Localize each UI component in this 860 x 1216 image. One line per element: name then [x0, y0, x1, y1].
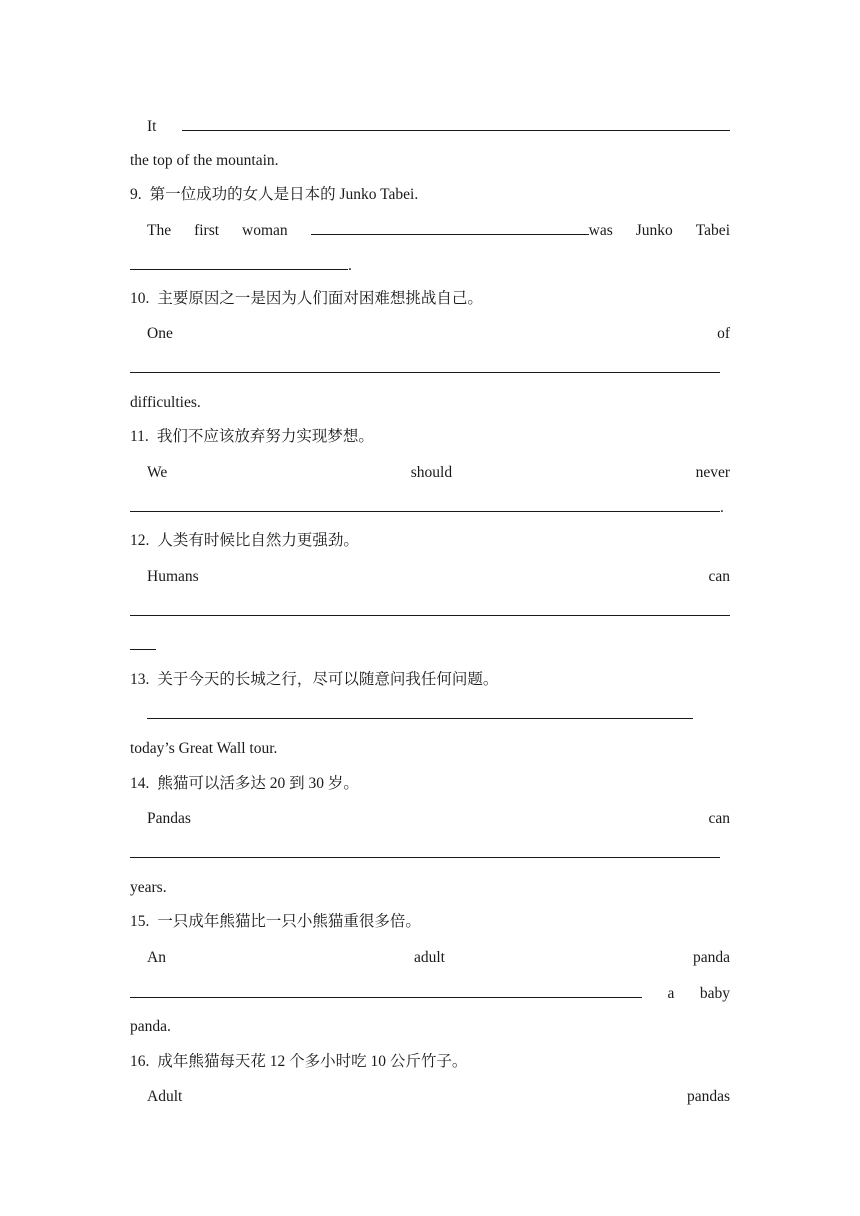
item-16-number: 16. — [130, 1053, 150, 1070]
item-12-blank-2[interactable] — [130, 634, 156, 650]
item-15-tail: panda. — [130, 1018, 171, 1035]
item-15-answer-line — [147, 947, 730, 969]
item-11-answer-line — [147, 462, 730, 484]
item-11-prompt-text: 我们不应该放弃努力实现梦想。 — [156, 428, 374, 445]
item-16-prompt-text: 成年熊猫每天花 12 个多小时吃 10 公斤竹子。 — [157, 1053, 468, 1070]
item-11-word: should — [410, 464, 453, 481]
item-16-answer-line — [147, 1086, 730, 1108]
item-13-tail: today’s Great Wall tour. — [130, 740, 278, 757]
item-10-prompt-text: 主要原因之一是因为人们面对困难想挑战自己。 — [157, 290, 483, 307]
item-12-blank-1[interactable] — [130, 600, 730, 616]
item-10-prompt — [130, 288, 730, 310]
item-11-continuation — [130, 496, 730, 518]
item-11-prompt — [130, 426, 730, 448]
item-10-blank-line — [130, 357, 730, 379]
item-9-period: . — [348, 257, 352, 274]
item-15-prompt-text: 一只成年熊猫比一只小熊猫重很多倍。 — [157, 913, 421, 930]
item-9-word: first — [194, 222, 220, 239]
item-14-answer-line — [147, 808, 730, 830]
item-14-prompt-text: 熊猫可以活多达 20 到 30 岁。 — [157, 775, 359, 792]
item-16-prompt — [130, 1051, 730, 1073]
item-9-prompt — [130, 184, 730, 206]
item-14-blank[interactable] — [130, 842, 720, 858]
item-15-word: panda — [692, 949, 730, 966]
item-8-blank[interactable] — [182, 115, 730, 131]
item-8-lead: It — [147, 118, 157, 135]
item-13-prompt — [130, 669, 730, 691]
item-13-blank[interactable] — [147, 703, 693, 719]
item-9-blank-2[interactable] — [130, 254, 348, 270]
item-12-blank-line — [130, 600, 730, 622]
item-12-prompt-text: 人类有时候比自然力更强劲。 — [157, 532, 359, 549]
item-14-number: 14. — [130, 775, 150, 792]
item-10-word: One — [147, 325, 173, 342]
item-12-number: 12. — [130, 532, 150, 549]
item-11-period: . — [720, 499, 724, 516]
item-14-word: can — [708, 810, 730, 827]
item-10-blank[interactable] — [130, 357, 720, 373]
item-9-number: 9. — [130, 186, 142, 203]
item-10-answer-line — [147, 323, 730, 345]
item-14-blank-line — [130, 842, 730, 864]
item-11-word: We — [147, 464, 168, 481]
item-8-answer-line — [147, 115, 730, 137]
item-9-word: Junko — [635, 222, 673, 239]
item-11-word: never — [695, 464, 730, 481]
item-15-blank[interactable] — [130, 982, 642, 998]
item-12-word: Humans — [147, 568, 199, 585]
item-8-tail: the top of the mountain. — [130, 152, 279, 169]
item-10-number: 10. — [130, 290, 150, 307]
item-14-tail: years. — [130, 879, 167, 896]
item-14-prompt — [130, 773, 730, 795]
item-9-continuation — [130, 254, 730, 276]
item-10-word: of — [717, 325, 730, 342]
item-10-tail: difficulties. — [130, 394, 201, 411]
item-12-prompt — [130, 530, 730, 552]
item-9-blank-1[interactable] — [311, 219, 589, 235]
item-14-word: Pandas — [147, 810, 191, 827]
item-11-blank[interactable] — [130, 496, 720, 512]
item-9-word: The — [147, 222, 172, 239]
item-9-prompt-text: 第一位成功的女人是日本的 Junko Tabei. — [149, 186, 419, 203]
item-11-number: 11. — [130, 428, 149, 445]
item-16-word: pandas — [686, 1088, 730, 1105]
item-15-continuation — [130, 982, 730, 1004]
item-16-word: Adult — [147, 1088, 183, 1105]
item-9-word: Tabei — [695, 222, 730, 239]
item-12-answer-line — [147, 566, 730, 588]
item-9-word: was — [588, 222, 613, 239]
item-13-prompt-text: 关于今天的长城之行，尽可以随意问我任何问题。 — [157, 671, 499, 688]
item-9-answer-line — [147, 219, 730, 241]
item-13-number: 13. — [130, 671, 150, 688]
item-12-blank-line-2 — [130, 634, 730, 656]
item-15-word: adult — [413, 949, 445, 966]
item-9-word: woman — [242, 222, 288, 239]
item-12-word: can — [708, 568, 730, 585]
item-15-number: 15. — [130, 913, 150, 930]
item-15-prompt — [130, 911, 730, 933]
item-15-word: baby — [699, 985, 730, 1002]
item-13-blank-line — [147, 703, 730, 725]
item-15-word: a — [667, 985, 675, 1002]
item-15-word: An — [147, 949, 166, 966]
